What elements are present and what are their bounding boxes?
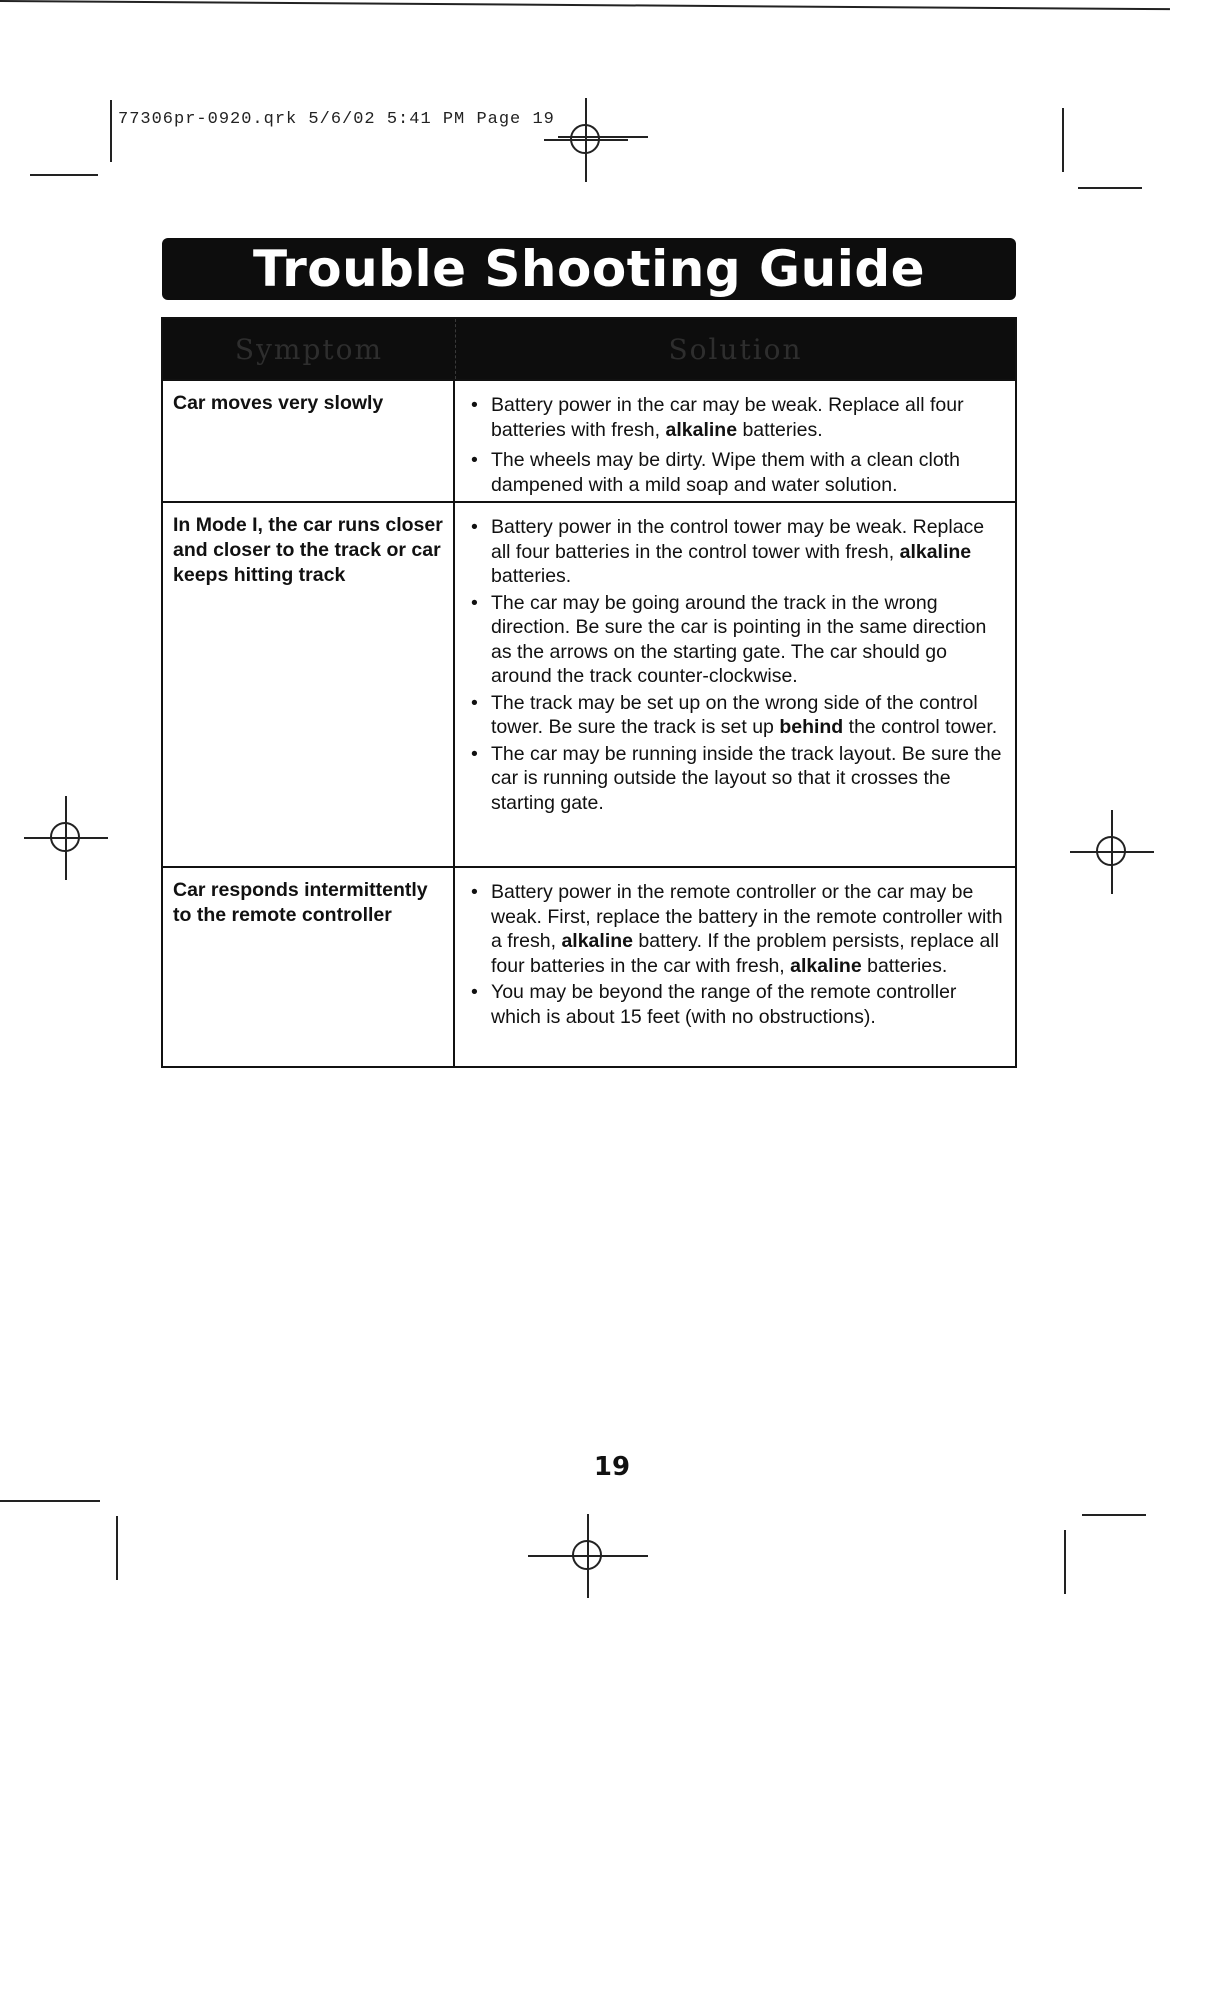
crop-mark [116, 1516, 118, 1580]
header-solution: Solution [668, 332, 803, 366]
top-edge-line [0, 0, 1170, 10]
solution-item: • Battery power in the car may be weak. Replace all four batteries with fresh, alkaline batteries. [469, 393, 1007, 442]
crop-mark [110, 100, 112, 162]
solution-item: • Battery power in the remote controller or the car may be weak. First, replace the battery in the remote controller with a fresh, alkaline battery. If the problem persists, replace all four batteries in the car with fresh, alkaline batteries. [469, 880, 1007, 978]
crop-mark [1082, 1514, 1146, 1516]
solution-item: • You may be beyond the range of the remote controller which is about 15 feet (with no obstructions). [469, 980, 1007, 1029]
symptom-cell: In Mode I, the car runs closer and closer to the track or car keeps hitting track [163, 503, 455, 866]
symptom-cell: Car responds intermittently to the remote controller [163, 868, 455, 1066]
table-row [163, 379, 1015, 501]
table-row [163, 866, 1015, 1066]
crop-mark [1078, 187, 1142, 189]
solution-cell [455, 868, 1015, 1066]
title-banner [162, 238, 1016, 300]
registration-mark-icon [1092, 832, 1132, 872]
symptom-cell: Car moves very slowly [163, 381, 455, 501]
solution-item: • The car may be going around the track in the wrong direction. Be sure the car is pointing in the same direction as the arrows on the starting gate. The car should go around the track counter-clockwise. [469, 591, 1007, 689]
troubleshooting-table [161, 317, 1017, 1068]
solution-item: • Battery power in the control tower may be weak. Replace all four batteries in the control tower with fresh, alkaline batteries. [469, 515, 1007, 589]
solution-cell [455, 503, 1015, 866]
registration-mark-icon [566, 120, 606, 160]
crop-mark [0, 1500, 100, 1502]
table-header [163, 319, 1015, 379]
solution-item: • The car may be running inside the track layout. Be sure the car is running outside the layout so that it crosses the starting gate. [469, 742, 1007, 816]
solution-cell [455, 381, 1015, 501]
header-symptom: Symptom [163, 319, 456, 379]
slug-underline [558, 136, 648, 138]
registration-mark-icon [568, 1536, 608, 1576]
registration-mark-icon [46, 818, 86, 858]
table-row [163, 501, 1015, 866]
page-title: Trouble Shooting Guide [252, 240, 926, 298]
crop-mark [1062, 108, 1064, 172]
crop-mark [1064, 1530, 1066, 1594]
crop-mark [30, 174, 98, 176]
solution-item: • The track may be set up on the wrong side of the control tower. Be sure the track is set up behind the control tower. [469, 691, 1007, 740]
print-slug: 77306pr-0920.qrk 5/6/02 5:41 PM Page 19 [118, 110, 555, 129]
solution-item: • The wheels may be dirty. Wipe them with a clean cloth dampened with a mild soap and water solution. [469, 448, 1007, 497]
page-number: 19 [593, 1452, 631, 1482]
